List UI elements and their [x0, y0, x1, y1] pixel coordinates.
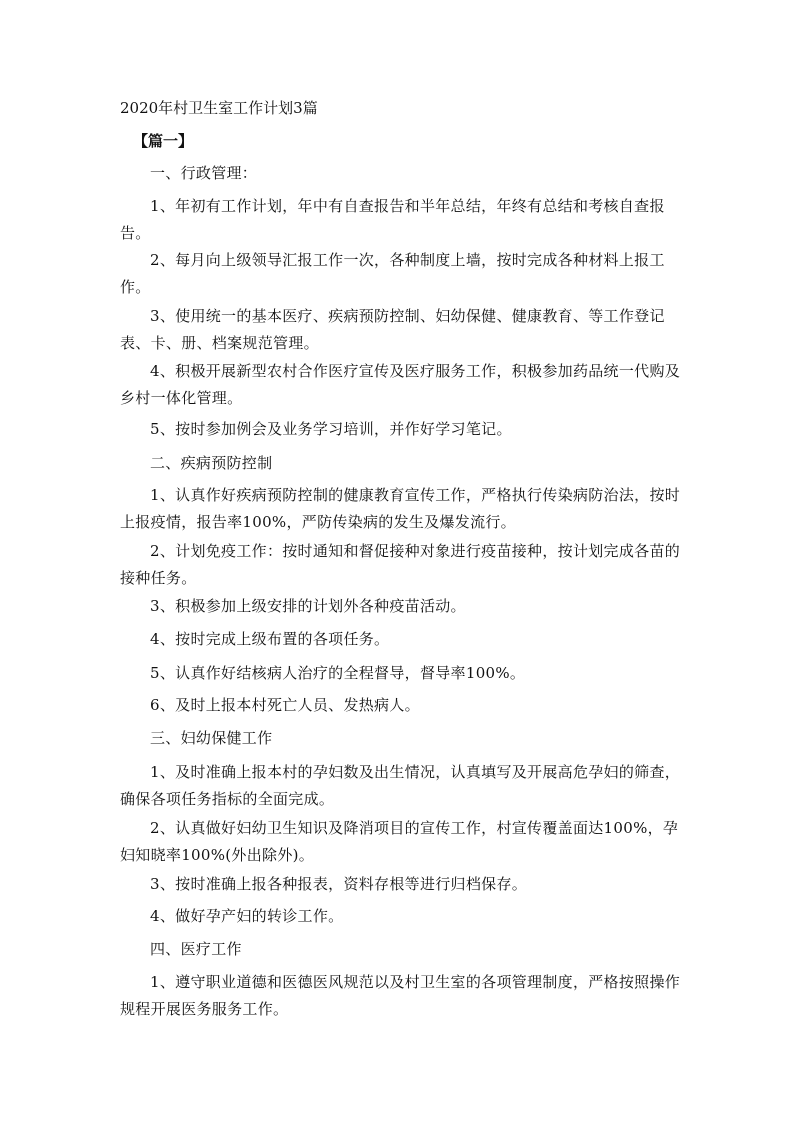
section-tag: 【篇一】 — [133, 132, 194, 150]
paragraph: 4、做好孕产妇的转诊工作。 — [150, 907, 344, 925]
document-title: 2020年村卫生室工作计划3篇 — [120, 99, 318, 117]
paragraph: 4、按时完成上级布置的各项任务。 — [150, 630, 390, 648]
paragraph: 5、按时参加例会及业务学习培训，并作好学习笔记。 — [150, 420, 512, 438]
paragraph: 2、计划免疫工作：按时通知和督促接种对象进行疫苗接种，按计划完成各苗的接种任务。 — [120, 542, 681, 587]
paragraph: 2、认真做好妇幼卫生知识及降消项目的宣传工作，村宣传覆盖面达100%，孕妇知晓率100%(外出除外)。 — [120, 819, 679, 864]
heading-medical-work: 四、医疗工作 — [150, 940, 242, 958]
paragraph: 1、及时准确上报本村的孕妇数及出生情况，认真填写及开展高危孕妇的筛查，确保各项任务指标的全面完成。 — [120, 763, 681, 808]
paragraph: 6、及时上报本村死亡人员、发热病人。 — [150, 696, 420, 714]
paragraph: 1、遵守职业道德和医德医风规范以及村卫生室的各项管理制度，严格按照操作规程开展医务服务工作。 — [120, 973, 681, 1018]
paragraph: 5、认真作好结核病人治疗的全程督导，督导率100%。 — [150, 664, 526, 682]
heading-disease-control: 二、疾病预防控制 — [150, 454, 273, 472]
paragraph: 1、认真作好疾病预防控制的健康教育宣传工作，严格执行传染病防治法，按时上报疫情，报告率100%，严防传染病的发生及爆发流行。 — [120, 486, 681, 531]
heading-maternal-child: 三、妇幼保健工作 — [150, 729, 273, 747]
paragraph: 1、年初有工作计划，年中有自查报告和半年总结，年终有总结和考核自查报告。 — [120, 197, 665, 242]
paragraph: 3、按时准确上报各种报表，资料存根等进行归档保存。 — [150, 875, 528, 893]
paragraph: 2、每月向上级领导汇报工作一次，各种制度上墙，按时完成各种材料上报工作。 — [120, 251, 665, 296]
paragraph: 3、积极参加上级安排的计划外各种疫苗活动。 — [150, 597, 466, 615]
paragraph: 3、使用统一的基本医疗、疾病预防控制、妇幼保健、健康教育、等工作登记表、卡、册、档案规范管理。 — [120, 307, 665, 352]
heading-admin: 一、行政管理： — [150, 164, 258, 182]
paragraph: 4、积极开展新型农村合作医疗宣传及医疗服务工作，积极参加药品统一代购及乡村一体化管理。 — [120, 362, 681, 407]
